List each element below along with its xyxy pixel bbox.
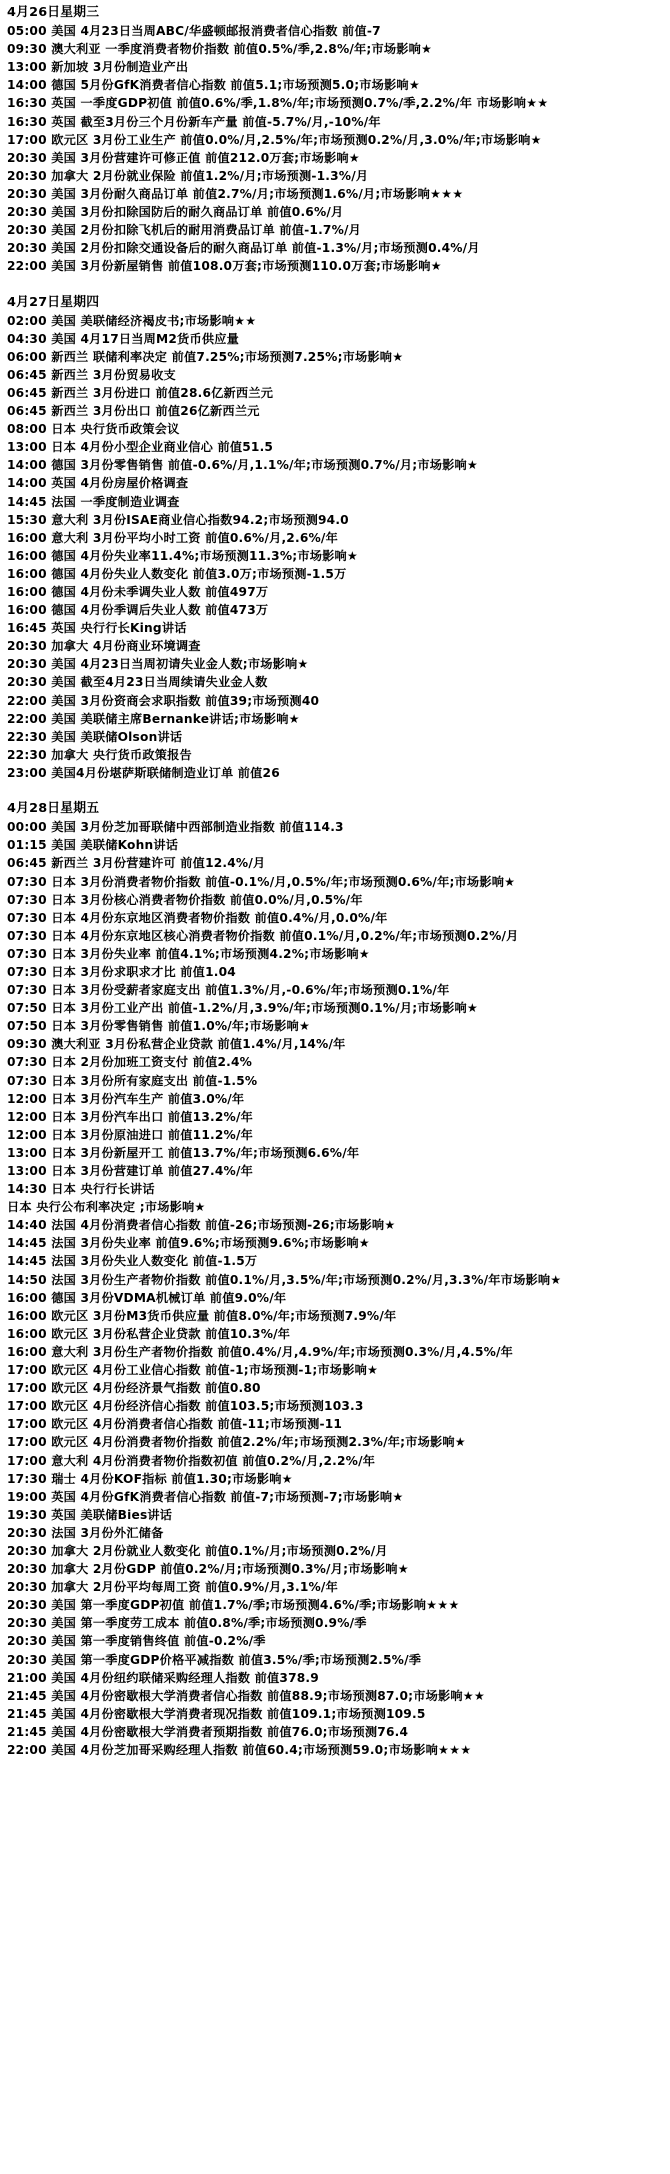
- calendar-entry: 13:00 日本 4月份小型企业商业信心 前值51.5: [7, 440, 274, 455]
- calendar-entry: 20:30 美国 2月份扣除飞机后的耐用消费品订单 前值-1.7%/月: [7, 223, 362, 238]
- calendar-entry: 17:00 欧元区 4月份消费者信心指数 前值-11;市场预测-11: [7, 1417, 343, 1432]
- calendar-entry: 22:00 美国 美联储主席Bernanke讲话;市场影响★: [7, 711, 300, 726]
- calendar-entry: 16:00 意大利 3月份平均小时工资 前值0.6%/月,2.6%/年: [7, 530, 338, 545]
- calendar-entry: 19:30 英国 美联储Bies讲话: [7, 1507, 173, 1522]
- calendar-entry: 20:30 美国 截至4月23日当周续请失业金人数: [7, 675, 268, 690]
- calendar-entry: 20:30 加拿大 4月份商业环境调查: [7, 639, 201, 654]
- calendar-entry: 14:45 法国 3月份失业率 前值9.6%;市场预测9.6%;市场影响★: [7, 1236, 370, 1251]
- calendar-entry: 16:00 欧元区 3月份M3货币供应量 前值8.0%/年;市场预测7.9%/年: [7, 1308, 397, 1323]
- calendar-entry: 21:45 美国 4月份密歇根大学消费者预期指数 前值76.0;市场预测76.4: [7, 1724, 409, 1739]
- calendar-entry: 20:30 美国 3月份扣除国防后的耐久商品订单 前值0.6%/月: [7, 205, 344, 220]
- calendar-entry: 14:45 法国 3月份失业人数变化 前值-1.5万: [7, 1254, 258, 1269]
- calendar-entry: 20:30 美国 3月份营建许可修正值 前值212.0万套;市场影响★: [7, 150, 360, 165]
- calendar-entry: 07:30 日本 3月份所有家庭支出 前值-1.5%: [7, 1073, 258, 1088]
- calendar-entry: 09:30 澳大利亚 一季度消费者物价指数 前值0.5%/季,2.8%/年;市场影响★: [7, 42, 433, 57]
- calendar-entry: 14:40 法国 4月份消费者信心指数 前值-26;市场预测-26;市场影响★: [7, 1218, 396, 1233]
- calendar-entry: 17:30 瑞士 4月份KOF指标 前值1.30;市场影响★: [7, 1471, 293, 1486]
- calendar-entry: 20:30 美国 第一季度劳工成本 前值0.8%/季;市场预测0.9%/季: [7, 1616, 367, 1631]
- calendar-entry: 17:00 欧元区 4月份工业信心指数 前值-1;市场预测-1;市场影响★: [7, 1363, 379, 1378]
- calendar-entry: 13:00 日本 3月份新屋开工 前值13.7%/年;市场预测6.6%/年: [7, 1145, 360, 1160]
- calendar-entry: 14:00 德国 5月份GfK消费者信心指数 前值5.1;市场预测5.0;市场影响★: [7, 78, 420, 93]
- calendar-entry: 07:30 日本 3月份核心消费者物价指数 前值0.0%/月,0.5%/年: [7, 892, 363, 907]
- calendar-entry: 16:45 英国 央行行长King讲话: [7, 621, 187, 636]
- calendar-entry: 07:30 日本 4月份东京地区消费者物价指数 前值0.4%/月,0.0%/年: [7, 910, 388, 925]
- calendar-entry: 07:50 日本 3月份工业产出 前值-1.2%/月,3.9%/年;市场预测0.1%/月;市场影响★: [7, 1001, 479, 1016]
- calendar-entry: 14:30 日本 央行行长讲话: [7, 1182, 155, 1197]
- calendar-entry: 06:45 新西兰 3月份进口 前值28.6亿新西兰元: [7, 385, 274, 400]
- calendar-entry: 17:00 欧元区 4月份经济景气指数 前值0.80: [7, 1381, 261, 1396]
- calendar-entry: 14:00 英国 4月份房屋价格调查: [7, 476, 189, 491]
- section-divider: [7, 782, 664, 800]
- calendar-entry: 16:00 意大利 3月份生产者物价指数 前值0.4%/月,4.9%/年;市场预测0.3%/月,4.5%/年: [7, 1344, 514, 1359]
- calendar-entry: 16:00 德国 4月份失业率11.4%;市场预测11.3%;市场影响★: [7, 548, 359, 563]
- calendar-entry: 16:00 欧元区 3月份私营企业贷款 前值10.3%/年: [7, 1326, 291, 1341]
- calendar-entry: 20:30 美国 3月份耐久商品订单 前值2.7%/月;市场预测1.6%/月;市场影响★★★: [7, 186, 464, 201]
- calendar-entry: 19:00 英国 4月份GfK消费者信心指数 前值-7;市场预测-7;市场影响★: [7, 1489, 404, 1504]
- calendar-entry: 07:30 日本 3月份失业率 前值4.1%;市场预测4.2%;市场影响★: [7, 946, 370, 961]
- calendar-entry: 02:00 美国 美联储经济褐皮书;市场影响★★: [7, 313, 257, 328]
- calendar-entry: 17:00 欧元区 4月份消费者物价指数 前值2.2%/年;市场预测2.3%/年;市场影响★: [7, 1435, 466, 1450]
- calendar-entry: 06:45 新西兰 3月份贸易收支: [7, 367, 176, 382]
- calendar-entry: 14:50 法国 3月份生产者物价指数 前值0.1%/月,3.5%/年;市场预测0.2%/月,3.3%/年市场影响★: [7, 1272, 562, 1287]
- calendar-entry: 16:00 德国 4月份未季调失业人数 前值497万: [7, 585, 269, 599]
- calendar-entry: 21:45 美国 4月份密歇根大学消费者现况指数 前值109.1;市场预测109.5: [7, 1706, 426, 1721]
- calendar-entry: 21:45 美国 4月份密歇根大学消费者信心指数 前值88.9;市场预测87.0;市场影响★★: [7, 1688, 486, 1703]
- calendar-entry: 15:30 意大利 3月份ISAE商业信心指数94.2;市场预测94.0: [7, 512, 349, 527]
- calendar-entry: 20:30 法国 3月份外汇储备: [7, 1525, 164, 1540]
- calendar-entry: 20:30 美国 2月份扣除交通设备后的耐久商品订单 前值-1.3%/月;市场预测0.4%/月: [7, 241, 480, 256]
- section-divider: [7, 275, 664, 293]
- calendar-entry: 07:30 日本 3月份消费者物价指数 前值-0.1%/月,0.5%/年;市场预测0.6%/年;市场影响★: [7, 874, 516, 889]
- day-header: 4月26日星期三: [7, 5, 100, 20]
- calendar-entry: 08:00 日本 央行货币政策会议: [7, 422, 180, 437]
- calendar-entry: 07:30 日本 3月份受薪者家庭支出 前值1.3%/月,-0.6%/年;市场预测0.1%/年: [7, 983, 450, 998]
- calendar-entry: 20:30 美国 4月23日当周初请失业金人数;市场影响★: [7, 657, 309, 672]
- calendar-entry: 16:00 德国 4月份季调后失业人数 前值473万: [7, 603, 269, 618]
- calendar-entry: 22:00 美国 3月份新屋销售 前值108.0万套;市场预测110.0万套;市场影响★: [7, 259, 442, 274]
- calendar-entry: 16:00 德国 4月份失业人数变化 前值3.0万;市场预测-1.5万: [7, 566, 347, 581]
- day-header: 4月28日星期五: [7, 801, 100, 817]
- day-section: [7, 294, 664, 783]
- calendar-entry: 16:00 德国 3月份VDMA机械订单 前值9.0%/年: [7, 1290, 287, 1305]
- calendar-entry: 06:45 新西兰 3月份营建许可 前值12.4%/月: [7, 856, 266, 871]
- calendar-entry: 12:00 日本 3月份汽车出口 前值13.2%/年: [7, 1109, 253, 1124]
- calendar-entry: 日本 央行公布利率决定 ;市场影响★: [7, 1200, 206, 1215]
- calendar-entry: 06:45 新西兰 3月份出口 前值26亿新西兰元: [7, 404, 260, 419]
- calendar-entry: 20:30 加拿大 2月份GDP 前值0.2%/月;市场预测0.3%/月;市场影响★: [7, 1562, 409, 1577]
- calendar-entry: 12:00 日本 3月份汽车生产 前值3.0%/年: [7, 1091, 245, 1106]
- calendar-entry: 17:00 欧元区 4月份经济信心指数 前值103.5;市场预测103.3: [7, 1399, 364, 1414]
- calendar-entry: 20:30 美国 第一季度GDP价格平减指数 前值3.5%/季;市场预测2.5%/季: [7, 1652, 422, 1667]
- calendar-entry: 20:30 美国 第一季度销售终值 前值-0.2%/季: [7, 1634, 266, 1649]
- calendar-entry: 17:00 意大利 4月份消费者物价指数初值 前值0.2%/月,2.2%/年: [7, 1453, 376, 1468]
- calendar-entry: 06:00 新西兰 联储利率决定 前值7.25%;市场预测7.25%;市场影响★: [7, 349, 404, 364]
- calendar-entry: 17:00 欧元区 3月份工业生产 前值0.0%/月,2.5%/年;市场预测0.2%/月,3.0%/年;市场影响★: [7, 132, 542, 147]
- day-section: [7, 800, 664, 1759]
- calendar-entry: 20:30 加拿大 2月份就业保险 前值1.2%/月;市场预测-1.3%/月: [7, 168, 369, 183]
- day-section: [7, 4, 664, 275]
- calendar-entry: 07:30 日本 3月份求职求才比 前值1.04: [7, 964, 236, 979]
- calendar-entry: 13:00 日本 3月份营建订单 前值27.4%/年: [7, 1164, 253, 1178]
- calendar-entry: 05:00 美国 4月23日当周ABC/华盛顿邮报消费者信心指数 前值-7: [7, 24, 381, 39]
- calendar-entry: 20:30 加拿大 2月份就业人数变化 前值0.1%/月;市场预测0.2%/月: [7, 1543, 388, 1558]
- calendar-entry: 09:30 澳大利亚 3月份私营企业贷款 前值1.4%/月,14%/年: [7, 1037, 346, 1052]
- calendar-entry: 01:15 美国 美联储Kohn讲话: [7, 838, 179, 853]
- calendar-entry: 23:00 美国4月份堪萨斯联储制造业订单 前值26: [7, 765, 280, 780]
- calendar-entry: 12:00 日本 3月份原油进口 前值11.2%/年: [7, 1127, 253, 1142]
- calendar-entry: 14:45 法国 一季度制造业调查: [7, 494, 180, 509]
- calendar-entry: 04:30 美国 4月17日当周M2货币供应量: [7, 331, 239, 346]
- calendar-entry: 22:00 美国 3月份资商会求职指数 前值39;市场预测40: [7, 693, 320, 708]
- calendar-entry: 07:50 日本 3月份零售销售 前值1.0%/年;市场影响★: [7, 1019, 311, 1034]
- calendar-entry: 22:30 加拿大 央行货币政策报告: [7, 747, 192, 762]
- calendar-entry: 20:30 美国 第一季度GDP初值 前值1.7%/季;市场预测4.6%/季;市场影响★★★: [7, 1598, 460, 1613]
- calendar-entry: 00:00 美国 3月份芝加哥联储中西部制造业指数 前值114.3: [7, 820, 344, 835]
- calendar-entry: 16:30 英国 截至3月份三个月份新车产量 前值-5.7%/月,-10%/年: [7, 114, 381, 129]
- calendar-entry: 07:30 日本 2月份加班工资支付 前值2.4%: [7, 1055, 253, 1070]
- calendar-entry: 20:30 加拿大 2月份平均每周工资 前值0.9%/月,3.1%/年: [7, 1580, 338, 1595]
- calendar-entry: 22:00 美国 4月份芝加哥采购经理人指数 前值60.4;市场预测59.0;市场影响★★★: [7, 1743, 472, 1757]
- calendar-entry: 22:30 美国 美联储Olson讲话: [7, 729, 183, 744]
- calendar-entry: 16:30 英国 一季度GDP初值 前值0.6%/季,1.8%/年;市场预测0.7%/季,2.2%/年 市场影响★★: [7, 96, 549, 111]
- calendar-entry: 13:00 新加坡 3月份制造业产出: [7, 60, 189, 75]
- calendar-entry: 14:00 德国 3月份零售销售 前值-0.6%/月,1.1%/年;市场预测0.7%/月;市场影响★: [7, 458, 479, 473]
- calendar-entry: 07:30 日本 4月份东京地区核心消费者物价指数 前值0.1%/月,0.2%/年;市场预测0.2%/月: [7, 928, 519, 943]
- day-header: 4月27日星期四: [7, 294, 100, 310]
- calendar-entry: 21:00 美国 4月份纽约联储采购经理人指数 前值378.9: [7, 1670, 319, 1685]
